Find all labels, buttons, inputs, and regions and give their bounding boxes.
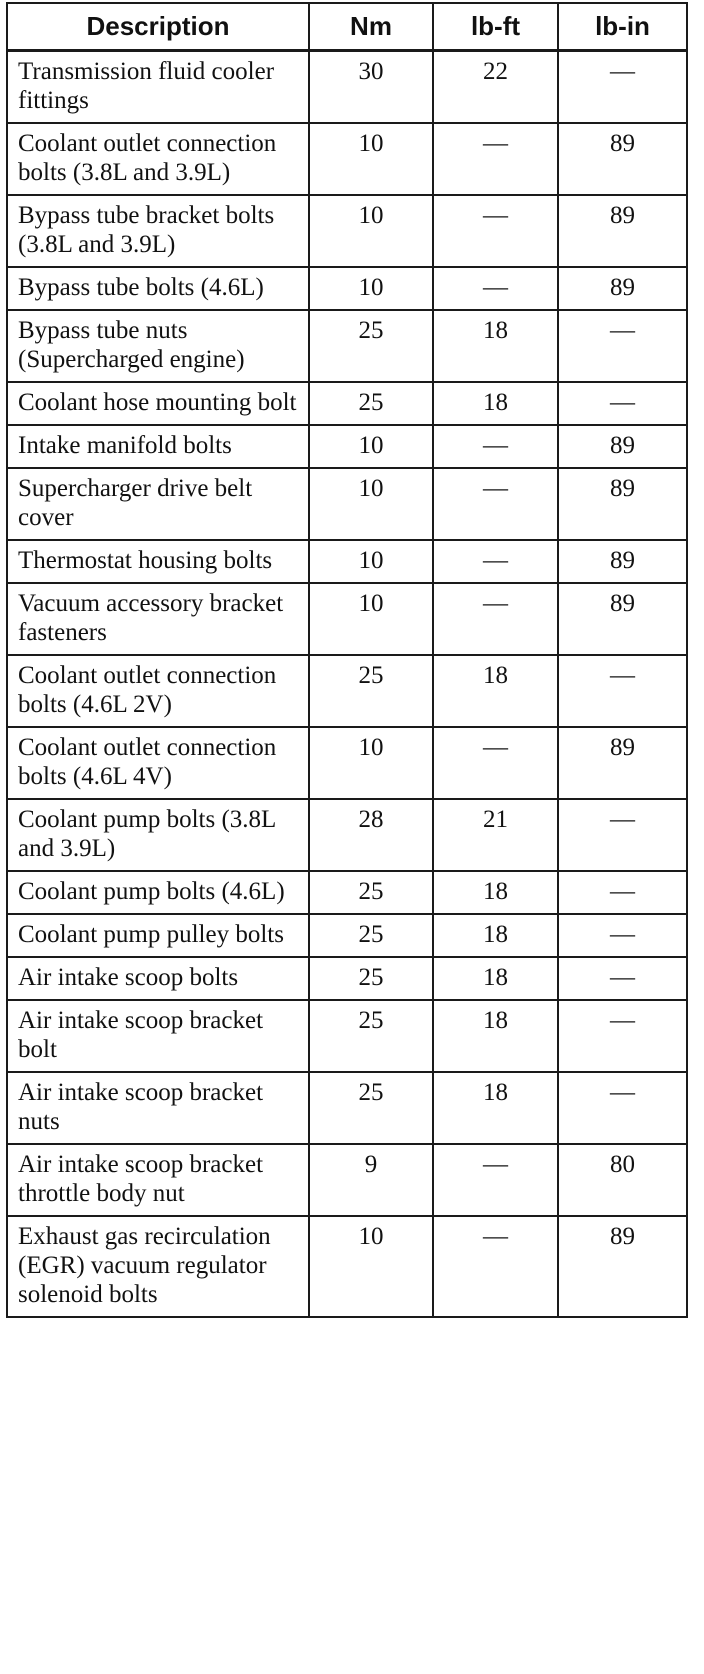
cell-lb-in: 89	[558, 267, 687, 310]
cell-lb-in: —	[558, 382, 687, 425]
cell-nm: 10	[309, 267, 433, 310]
table-row	[7, 799, 687, 871]
cell-lb-in: —	[558, 1072, 687, 1144]
cell-lb-ft: —	[433, 123, 558, 195]
cell-lb-in: 89	[558, 583, 687, 655]
table-row	[7, 468, 687, 540]
cell-description: Coolant pump pulley bolts	[7, 914, 309, 957]
cell-lb-in: 89	[558, 195, 687, 267]
table-row	[7, 1216, 687, 1317]
cell-lb-in: —	[558, 655, 687, 727]
torque-spec-table	[6, 2, 688, 1318]
cell-description: Vacuum accessory bracket fasteners	[7, 583, 309, 655]
cell-lb-in: 89	[558, 1216, 687, 1317]
table-row	[7, 1000, 687, 1072]
cell-lb-in: 89	[558, 540, 687, 583]
cell-description: Thermostat housing bolts	[7, 540, 309, 583]
cell-lb-ft: 18	[433, 914, 558, 957]
cell-lb-in: 89	[558, 123, 687, 195]
cell-nm: 10	[309, 195, 433, 267]
header-nm: Nm	[309, 3, 433, 51]
cell-lb-ft: 18	[433, 1072, 558, 1144]
cell-description: Air intake scoop bracket nuts	[7, 1072, 309, 1144]
cell-lb-in: 89	[558, 727, 687, 799]
cell-lb-ft: 21	[433, 799, 558, 871]
cell-nm: 9	[309, 1144, 433, 1216]
cell-nm: 10	[309, 583, 433, 655]
cell-description: Supercharger drive belt cover	[7, 468, 309, 540]
cell-nm: 10	[309, 425, 433, 468]
table-row	[7, 382, 687, 425]
cell-description: Transmission fluid cooler fittings	[7, 51, 309, 124]
cell-lb-ft: 18	[433, 1000, 558, 1072]
cell-description: Coolant pump bolts (3.8L and 3.9L)	[7, 799, 309, 871]
header-description: Description	[7, 3, 309, 51]
cell-nm: 10	[309, 123, 433, 195]
cell-lb-in: —	[558, 914, 687, 957]
cell-lb-in: —	[558, 871, 687, 914]
table-header-row	[7, 3, 687, 51]
table-row	[7, 871, 687, 914]
table-row	[7, 1144, 687, 1216]
cell-lb-ft: 18	[433, 310, 558, 382]
cell-lb-in: —	[558, 1000, 687, 1072]
cell-nm: 25	[309, 310, 433, 382]
cell-lb-ft: —	[433, 195, 558, 267]
cell-lb-ft: 18	[433, 871, 558, 914]
cell-description: Coolant hose mounting bolt	[7, 382, 309, 425]
cell-nm: 25	[309, 1072, 433, 1144]
cell-nm: 25	[309, 957, 433, 1000]
cell-nm: 10	[309, 468, 433, 540]
cell-lb-ft: —	[433, 468, 558, 540]
table-row	[7, 655, 687, 727]
cell-lb-in: —	[558, 957, 687, 1000]
cell-lb-in: 89	[558, 425, 687, 468]
cell-nm: 25	[309, 382, 433, 425]
cell-lb-ft: 18	[433, 382, 558, 425]
cell-lb-ft: —	[433, 727, 558, 799]
cell-description: Bypass tube bracket bolts (3.8L and 3.9L)	[7, 195, 309, 267]
cell-description: Exhaust gas recirculation (EGR) vacuum regulator solenoid bolts	[7, 1216, 309, 1317]
cell-description: Coolant pump bolts (4.6L)	[7, 871, 309, 914]
cell-description: Bypass tube nuts (Supercharged engine)	[7, 310, 309, 382]
cell-description: Air intake scoop bracket bolt	[7, 1000, 309, 1072]
header-lb-ft: lb-ft	[433, 3, 558, 51]
cell-lb-ft: —	[433, 540, 558, 583]
table-row	[7, 583, 687, 655]
table-row	[7, 195, 687, 267]
cell-nm: 25	[309, 914, 433, 957]
cell-description: Bypass tube bolts (4.6L)	[7, 267, 309, 310]
cell-nm: 25	[309, 655, 433, 727]
table-row	[7, 123, 687, 195]
cell-description: Air intake scoop bracket throttle body nut	[7, 1144, 309, 1216]
table-row	[7, 914, 687, 957]
cell-lb-ft: 18	[433, 957, 558, 1000]
cell-nm: 28	[309, 799, 433, 871]
table-row	[7, 425, 687, 468]
table-row	[7, 727, 687, 799]
cell-description: Intake manifold bolts	[7, 425, 309, 468]
cell-description: Air intake scoop bolts	[7, 957, 309, 1000]
header-lb-in: lb-in	[558, 3, 687, 51]
cell-nm: 10	[309, 1216, 433, 1317]
cell-lb-ft: —	[433, 425, 558, 468]
table-row	[7, 51, 687, 124]
table-row	[7, 1072, 687, 1144]
table-row	[7, 310, 687, 382]
table-row	[7, 957, 687, 1000]
torque-spec-table-container	[6, 2, 686, 1318]
cell-nm: 10	[309, 727, 433, 799]
cell-lb-ft: 18	[433, 655, 558, 727]
cell-lb-ft: —	[433, 1144, 558, 1216]
cell-lb-ft: —	[433, 267, 558, 310]
cell-lb-in: —	[558, 310, 687, 382]
table-row	[7, 267, 687, 310]
cell-lb-in: 89	[558, 468, 687, 540]
cell-nm: 25	[309, 1000, 433, 1072]
cell-description: Coolant outlet connection bolts (4.6L 4V)	[7, 727, 309, 799]
cell-lb-in: 80	[558, 1144, 687, 1216]
cell-lb-ft: 22	[433, 51, 558, 124]
cell-description: Coolant outlet connection bolts (3.8L and 3.9L)	[7, 123, 309, 195]
cell-lb-in: —	[558, 51, 687, 124]
cell-lb-ft: —	[433, 583, 558, 655]
cell-nm: 25	[309, 871, 433, 914]
cell-nm: 10	[309, 540, 433, 583]
cell-description: Coolant outlet connection bolts (4.6L 2V)	[7, 655, 309, 727]
cell-nm: 30	[309, 51, 433, 124]
cell-lb-in: —	[558, 799, 687, 871]
table-row	[7, 540, 687, 583]
cell-lb-ft: —	[433, 1216, 558, 1317]
